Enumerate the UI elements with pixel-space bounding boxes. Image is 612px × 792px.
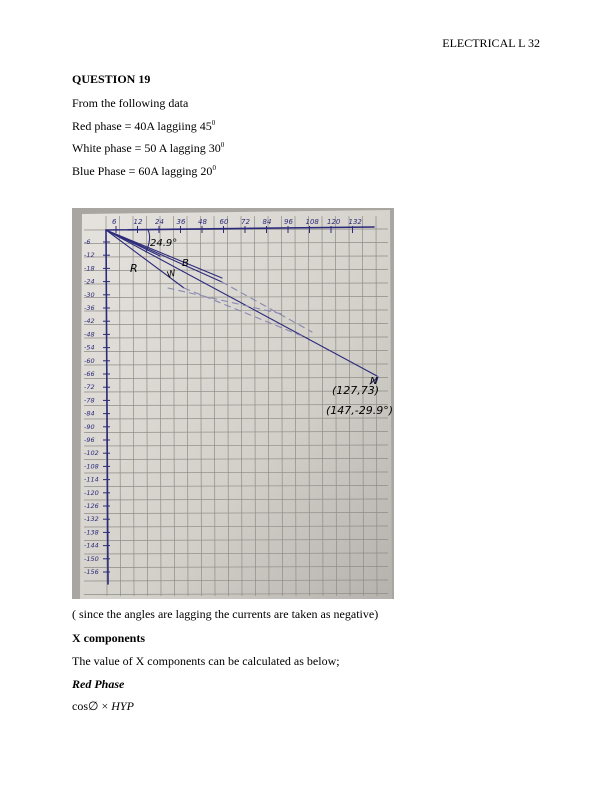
- x-tick-label: 96: [284, 218, 293, 226]
- y-tick-label: -108: [84, 462, 99, 471]
- y-tick-label: -30: [84, 290, 95, 299]
- red-phase-degree: 0: [211, 119, 216, 127]
- x-tick-label: 48: [198, 218, 207, 226]
- y-tick-label: -36: [84, 304, 95, 312]
- x-tick-label: 6: [112, 218, 117, 226]
- y-tick-label: -6: [84, 238, 91, 246]
- formula-cos: cos: [72, 699, 88, 713]
- y-tick-label: -18: [84, 264, 95, 273]
- x-tick-label: 36: [176, 218, 186, 226]
- y-tick-label: -138: [84, 528, 99, 537]
- blue-phase-line: [72, 164, 216, 179]
- x-tick-label: 60: [219, 218, 229, 226]
- x-components-text: The value of X components can be calculated as below;: [72, 654, 340, 668]
- y-tick-label: -114: [84, 475, 99, 484]
- y-tick-label: -132: [84, 515, 99, 524]
- formula-hyp: HYP: [111, 699, 134, 713]
- white-phase-line: [72, 141, 224, 156]
- angle-note: 24.9°: [150, 238, 178, 249]
- y-tick-label: -126: [84, 502, 99, 510]
- x-tick-label: 12: [133, 218, 143, 226]
- x-tick-label: 132: [348, 218, 362, 226]
- red-phase-line: [72, 119, 215, 134]
- y-tick-label: -78: [84, 396, 95, 405]
- x-tick-label: 24: [155, 218, 164, 226]
- x-tick-label: 120: [327, 218, 341, 226]
- y-tick-label: -12: [84, 251, 95, 260]
- coord-label-2: (147,-29.9°): [326, 404, 394, 417]
- x-tick-label: 108: [305, 218, 319, 226]
- y-tick-label: -156: [84, 568, 99, 576]
- mark-b: B: [182, 258, 189, 269]
- red-phase-text: Red phase = 40A laggiing 45: [72, 119, 212, 133]
- blue-phase-degree: 0: [212, 164, 216, 172]
- graph-paper-photo: [72, 208, 394, 599]
- white-phase-text: White phase = 50 A lagging 30: [72, 141, 221, 155]
- sign-note: ( since the angles are lagging the currents are taken as negative): [72, 607, 379, 621]
- coord-label-1: (127,73): [332, 384, 380, 397]
- y-tick-label: -144: [84, 541, 99, 550]
- y-tick-label: -54: [84, 343, 95, 352]
- y-tick-label: -72: [84, 383, 95, 392]
- y-tick-label: -102: [84, 449, 99, 458]
- intro-text: From the following data: [72, 96, 189, 110]
- running-head: ELECTRICAL L 32: [442, 36, 540, 50]
- y-tick-label: -42: [84, 317, 95, 326]
- y-tick-label: -120: [84, 488, 99, 497]
- x-tick-label: 72: [241, 218, 250, 226]
- white-phase-degree: 0: [220, 141, 225, 149]
- x-components-heading: X components: [72, 631, 146, 645]
- y-tick-label: -90: [84, 422, 95, 431]
- x-tick-label: 84: [262, 218, 272, 226]
- mark-n: N: [370, 376, 378, 387]
- y-tick-label: -84: [84, 409, 95, 418]
- times-symbol: ×: [98, 699, 112, 713]
- formula: [72, 699, 134, 714]
- mark-w: W: [165, 268, 178, 281]
- mark-r: R: [130, 262, 138, 275]
- blue-phase-text: Blue Phase = 60A lagging 20: [72, 164, 213, 178]
- y-tick-label: -150: [84, 554, 99, 563]
- y-tick-label: -60: [84, 356, 95, 365]
- red-phase-heading: Red Phase: [72, 677, 125, 691]
- y-tick-label: -24: [84, 277, 95, 286]
- y-tick-label: -96: [84, 436, 95, 444]
- y-tick-label: -66: [84, 370, 95, 378]
- y-tick-label: -48: [84, 330, 95, 339]
- phi-symbol: ∅: [88, 699, 99, 713]
- question-title: QUESTION 19: [72, 72, 151, 86]
